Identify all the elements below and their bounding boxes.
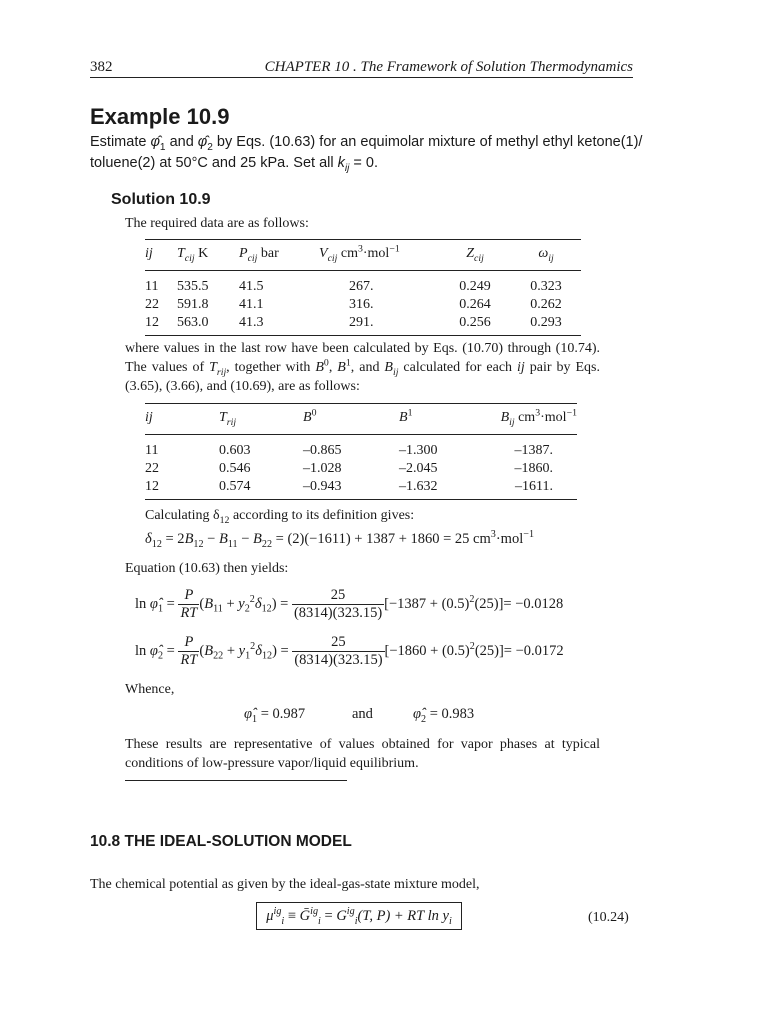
cell: 563.0 bbox=[177, 314, 239, 336]
col-ij: ij bbox=[145, 404, 219, 435]
cell: –2.045 bbox=[399, 461, 438, 476]
closing-paragraph: These results are representative of values obtained for vapor phases at typical conditions of low-pressure vapor/liquid equilibrium. bbox=[125, 737, 600, 771]
cell: 41.1 bbox=[239, 297, 264, 312]
ln-phi2-equation: $\ln \varphî_2$ = $\frac{P}{RT}$ $(B_{22} + y_1^2\delta_{12})$ = $\frac{25}{(8314)(323.15)}$ $[-1860 + (0.5)^2(25)]= -0.0172$ bbox=[135, 634, 564, 668]
col-omega: $\omega_{ij}$ bbox=[511, 240, 581, 271]
example-statement: Estimate $\varphî_1$ and $\varphî_2$ by Eqs. (10.63) for an equimolar mixture of methyl ethyl ketone(1)/ toluene(2) at 50°C and 25 kPa. Set all $k_{ij} = 0$. bbox=[90, 134, 643, 174]
example-title: Example 10.9 bbox=[90, 104, 230, 129]
cell: 0.574 bbox=[219, 478, 303, 500]
col-zc: $Z_{cij}$ bbox=[439, 240, 511, 271]
equation-number: (10.24) bbox=[588, 910, 629, 925]
section-title: 10.8 THE IDEAL-SOLUTION MODEL bbox=[90, 833, 352, 850]
table-row bbox=[145, 296, 581, 314]
cell: 0.256 bbox=[439, 314, 511, 336]
critical-properties-table bbox=[145, 239, 581, 336]
solution-title: Solution 10.9 bbox=[111, 191, 211, 208]
cell: 291. bbox=[319, 314, 439, 336]
col-pc: $P_{cij}$ bar bbox=[239, 240, 319, 271]
cell: 0.262 bbox=[530, 297, 562, 312]
cell: 535.5 bbox=[177, 279, 209, 294]
equation-yields: Equation (10.63) then yields: bbox=[125, 561, 289, 576]
section-intro: The chemical potential as given by the ideal-gas-state mixture model, bbox=[90, 877, 480, 892]
cell: –1.028 bbox=[303, 461, 342, 476]
cell: 0.603 bbox=[219, 443, 251, 458]
result-and: and bbox=[352, 706, 373, 722]
cell: 22 bbox=[145, 297, 159, 312]
delta-intro: Calculating $\delta_{12}$ according to its definition gives: bbox=[145, 508, 415, 526]
cell: –1.300 bbox=[399, 443, 438, 458]
running-head: CHAPTER 10 . The Framework of Solution Thermodynamics bbox=[264, 59, 633, 75]
cell: 0.264 bbox=[459, 297, 491, 312]
phi1-result: $\varphî_1 = 0.987$ bbox=[244, 706, 306, 725]
cell: 591.8 bbox=[177, 297, 209, 312]
ln-phi1-equation: $\ln \varphî_1$ = $\frac{P}{RT}$ $(B_{11} + y_2^2\delta_{12})$ = $\frac{25}{(8314)(323.15)}$ $[-1387 + (0.5)^2(25)]= -0.0128$ bbox=[135, 587, 564, 621]
cell: 0.546 bbox=[219, 461, 251, 476]
table-row bbox=[145, 435, 577, 461]
table-row bbox=[145, 314, 581, 336]
cell: –1387. bbox=[514, 443, 553, 458]
cell: –1860. bbox=[514, 461, 553, 476]
cell: –1611. bbox=[479, 478, 577, 500]
cell: 11 bbox=[145, 279, 159, 294]
delta-equation: $\delta_{12} = 2B_{12} - B_{11} - B_{22} = (2)(-1611) + 1387 + 1860 = 25$ $cm^3\cdot mol^{-1}$ bbox=[145, 529, 535, 550]
cell: 12 bbox=[145, 478, 219, 500]
table-row bbox=[145, 271, 581, 297]
solution-intro: The required data are as follows: bbox=[125, 216, 309, 231]
cell: –0.865 bbox=[303, 443, 342, 458]
cell: 267. bbox=[349, 279, 374, 294]
cell: 12 bbox=[145, 314, 177, 336]
table-row bbox=[145, 478, 577, 500]
phi2-result: $\varphî_2 = 0.983$ bbox=[413, 706, 475, 725]
cell: 11 bbox=[145, 443, 159, 458]
cell: 0.323 bbox=[530, 279, 562, 294]
virial-coefficients-table bbox=[145, 403, 577, 500]
col-b1: $B^1$ bbox=[399, 404, 479, 435]
table-row bbox=[145, 460, 577, 478]
cell: –1.632 bbox=[399, 478, 479, 500]
cell: 0.249 bbox=[459, 279, 491, 294]
cell: 41.5 bbox=[239, 279, 264, 294]
col-ij: ij bbox=[145, 240, 177, 271]
col-vc: $V_{cij}$ $cm^3\cdot mol^{-1}$ bbox=[319, 240, 439, 271]
table-explanation: where values in the last row have been calculated by Eqs. (10.70) through (10.74). The values of $T_{rij}$, together with $B^0$, $B^1$, and $B_{ij}$ calculated for each ij pair by Eqs. (3.65), (3.66), and (10.69), are as follows: bbox=[125, 341, 600, 394]
cell: 0.293 bbox=[511, 314, 581, 336]
cell: 316. bbox=[349, 297, 374, 312]
cell: –0.943 bbox=[303, 478, 399, 500]
page-number: 382 bbox=[90, 59, 113, 75]
col-bij: $B_{ij}$ $cm^3\cdot mol^{-1}$ bbox=[479, 404, 577, 435]
end-rule bbox=[125, 780, 347, 781]
cell: 41.3 bbox=[239, 314, 319, 336]
col-tr: $T_{rij}$ bbox=[219, 404, 303, 435]
header-rule bbox=[90, 77, 633, 78]
boxed-equation: $\mu^{ig}_i$ ≡ Ḡ$^{ig}_i$ = $G^{ig}_i(T$, P) + RT $\ln y_i$ bbox=[256, 902, 462, 930]
col-tc: $T_{cij}$ K bbox=[177, 240, 239, 271]
col-b0: $B^0$ bbox=[303, 404, 399, 435]
whence: Whence, bbox=[125, 682, 175, 697]
cell: 22 bbox=[145, 461, 159, 476]
